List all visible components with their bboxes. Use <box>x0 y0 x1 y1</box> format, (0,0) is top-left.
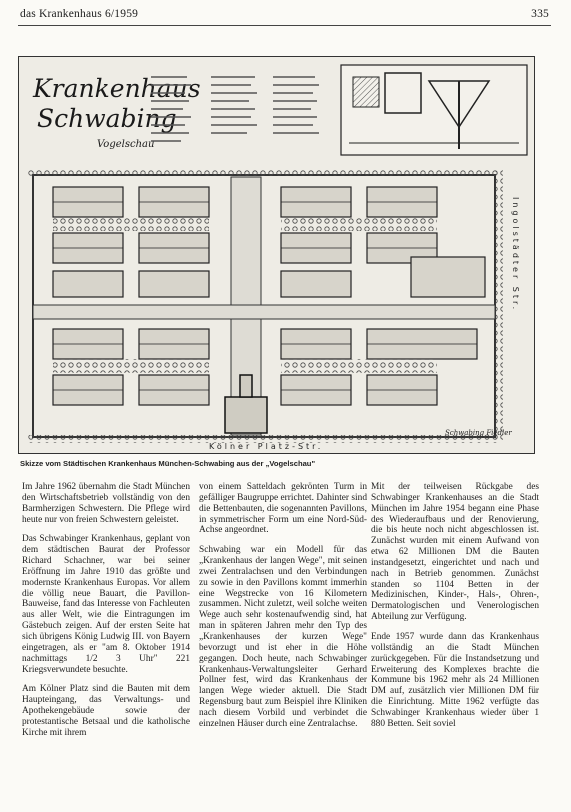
paragraph: Im Jahre 1962 übernahm die Stadt München den Wirtschaftsbetrieb vollständig von den Barmherzigen Schwestern. Die Pflege wird heute nur von freien Schwestern geleistet. <box>22 482 190 525</box>
running-header: das Krankenhaus 6/1959 <box>20 8 139 20</box>
inset-plan <box>341 65 527 155</box>
artist-signature: Schwabing Fiedler <box>445 429 512 437</box>
paragraph: Das Schwabinger Krankenhaus, geplant von dem städtischen Baurat der Professor Richard Schachner, war bei seiner Eröffnung im Jahre 1910 das größte und modernste Krankenhaus Europas. Vor allem die völlig neue Bauart, die Pavillon-Bauweise, fand das Interesse von Fachleuten aus aller Welt, wie die Eintragungen im Gästebuch zeigen. Auf der ersten Seite hat sich übrigens König Ludwig III. von Bayern eingetragen, als er "am 8. Oktober 1914 nachmittags 1/2 3 Uhr" 221 Kriegsverwundete besuchte. <box>22 534 190 675</box>
paragraph: Am Kölner Platz sind die Bauten mit dem Haupteingang, das Verwaltungs- und Apothekengebäude sowie der protestantische Betsaal und die katholische Kirche mit ihrem <box>22 684 190 738</box>
paragraph: Mit der teilweisen Rückgabe des Schwabinger Krankenhauses an die Stadt München im Jahre 1954 begann eine Phase des Wiederaufbaus und der Renovierung, die bis heute noch nicht abgeschlossen ist. Zunächst wurden mit einem Aufwand von etwa 62 Millionen DM die Bauten instandgesetzt, eingerichtet und nach und nach in Betrieb genommen. Zunächst standen so 1104 Betten in der Medizinischen, Kinder-, Hals-, Ohren-, Dermatologischen und Venerologischen Abteilung zur Verfügung. <box>371 482 539 623</box>
street-label-bottom: Kölner Platz-Str. <box>209 442 324 451</box>
text-column-1 <box>22 482 190 808</box>
header-rule <box>18 25 551 26</box>
text-column-3 <box>371 482 539 808</box>
paragraph: Schwabing war ein Modell für das „Krankenhaus der langen Wege", mit seinen zwei Zentralachsen und den Verbindungen zu sowie in den Pavillons kommt immerhin eine Wegstrecke von 16 Kilometern zusammen. Nicht zuletzt, weil solche weiten Wege auch sehr kostenaufwendig sind, hat man in späteren Jahren mehr den Typ des „Krankenhauses der kurzen Wege" bevorzugt und ist eher in die Höhe gegangen. Doch heute, nach Schwabinger Krankenhaus-Verwaltungsleiter Gerhard Pollner fest, wird das Krankenhaus der langen Wege wieder aktuell. Die Stadt Regensburg baut zum Beispiel ihre Kliniken nach diesem Vorbild und verbindet die einzelnen Häuser durch eine Zentralachse. <box>199 545 367 729</box>
paragraph: von einem Satteldach gekrönten Turm in gefälliger Baugruppe errichtet. Dahinter sind die Bettenbauten, die sogenannten Pavillons, in symmetrischer Form um eine Nord-Süd-Achse angeordnet. <box>199 482 367 536</box>
street-label-right: Ingolstädter Str. <box>511 197 520 313</box>
paragraph: Ende 1957 wurde dann das Krankenhaus vollständig an die Stadt München zurückgegeben. Für die Instandsetzung und Erweiterung des Komplexes brachte die Kommune bis 1962 mehr als 24 Millionen DM auf, zusätzlich vier Millionen DM für die Einrichtung. Mitte 1962 verfügte das Schwabinger Krankenhaus wieder über 1 880 Betten. Seit soviel <box>371 631 539 729</box>
page-number: 335 <box>531 8 549 20</box>
plan-title-line1: Krankenhaus <box>33 74 201 103</box>
plan-title-sub: Vogelschau <box>97 139 155 150</box>
text-column-2 <box>199 482 367 808</box>
plan-title-line2: Schwabing <box>37 104 177 133</box>
site-plan-figure <box>18 56 535 454</box>
figure-caption: Skizze vom Städtischen Krankenhaus München-Schwabing aus der „Vogelschau" <box>20 459 316 468</box>
site-plan-drawing <box>19 57 534 453</box>
church <box>225 397 267 433</box>
